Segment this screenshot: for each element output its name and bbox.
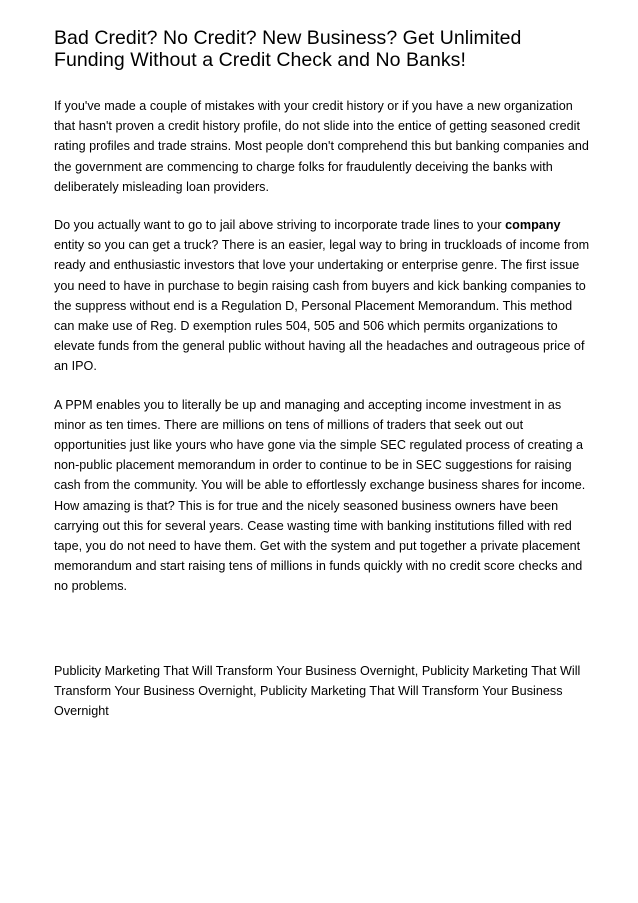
paragraph-text-after-bold: entity so you can get a truck? There is an easier, legal way to bring in truckloads of income from ready and enthusiastic investors that love your undertaking or enterprise genre. The first issue you need to have in purchase to begin raising cash from buyers and kick banking companies to the suppress without end is a Regulation D, Personal Placement Memorandum. This method can make use of Reg. D exemption rules 504, 505 and 506 which permits organizations to elevate funds from the general public without having all the headaches and outrageous price of an IPO. xyxy=(54,238,590,374)
paragraph-text: A PPM enables you to literally be up and managing and accepting income investment in as minor as ten times. There are millions on tens of millions of traders that seek out out opportunities just like yours who have gone via the simple SEC regulated process of creating a non-public placement memorandum in order to continue to be in SEC suggestions for raising cash from the community. You will be able to effortlessly exchange business shares for income. How amazing is that? This is for true and the nicely seasoned business owners have been carrying out this for several years. Cease wasting time with banking institutions filled with red tape, you do not need to have them. Get with the system and put together a private placement memorandum and start raising tens of millions in funds quickly with no credit score checks and no problems. xyxy=(54,397,586,594)
bold-keyword: company xyxy=(505,218,561,233)
paragraph-trade-lines xyxy=(54,215,594,377)
spacer xyxy=(54,615,594,661)
document-title: Bad Credit? No Credit? New Business? Get Unlimited Funding Without a Credit Check and No Banks! xyxy=(54,27,522,71)
footer-keywords: Publicity Marketing That Will Transform Your Business Overnight, Publicity Marketing That Will Transform Your Business Overnight, Publicity Marketing That Will Transform Your Business Overnight xyxy=(54,663,581,719)
paragraph-ppm xyxy=(54,395,594,597)
document-page xyxy=(54,27,594,721)
paragraph-credit-history xyxy=(54,96,594,197)
paragraph-text: If you've made a couple of mistakes with your credit history or if you have a new organization that hasn't proven a credit history profile, do not slide into the entice of getting seasoned credit rating profiles and trade strains. Most people don't comprehend this but banking companies and the government are commencing to charge folks for fraudulently deceiving the banks with deliberately misleading loan providers. xyxy=(54,99,589,194)
paragraph-text-before-bold: Do you actually want to go to jail above striving to incorporate trade lines to your xyxy=(54,218,506,233)
